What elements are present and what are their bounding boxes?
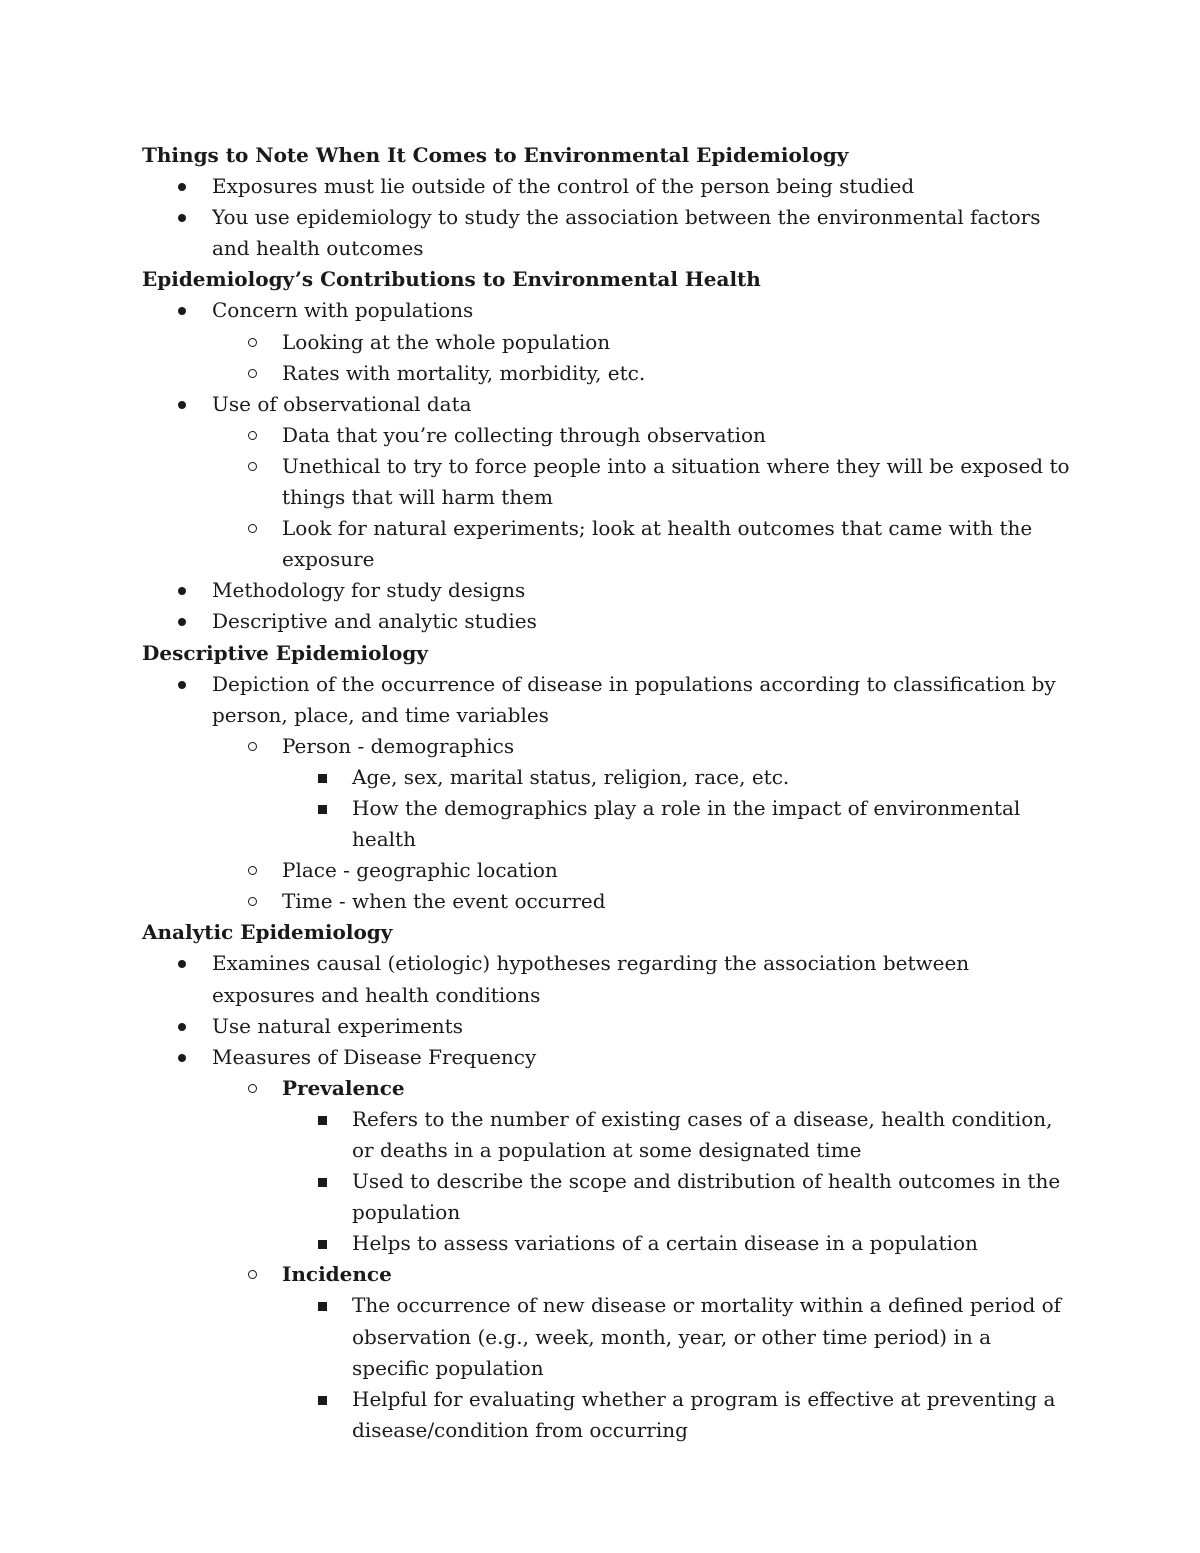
sub-sub-bullet-item: Helps to assess variations of a certain disease in a population — [352, 1231, 978, 1256]
bullet-item: Measures of Disease Frequency — [212, 1044, 537, 1069]
sub-bullet-item: Rates with mortality, morbidity, etc. — [282, 360, 646, 385]
section-heading: Epidemiology’s Contributions to Environmental Health — [142, 267, 761, 292]
section-heading: Analytic Epidemiology — [142, 920, 393, 945]
section-heading: Descriptive Epidemiology — [142, 640, 428, 665]
sub-bullet-item: Unethical to try to force people into a situation where they will be exposed to things that will harm them — [282, 453, 1070, 510]
bullet-item: Descriptive and analytic studies — [212, 609, 537, 634]
sub-sub-bullet-item: How the demographics play a role in the impact of environmental health — [352, 795, 1021, 852]
sub-bullet-item: Data that you’re collecting through observation — [282, 422, 766, 447]
sub-sub-bullet-item: Used to describe the scope and distribution of health outcomes in the population — [352, 1169, 1061, 1225]
sub-bullet-item: Place - geographic location — [282, 858, 558, 883]
sub-bullet-item: Prevalence — [282, 1075, 405, 1100]
bullet-item: Examines causal (etiologic) hypotheses regarding the association between exposures and health conditions — [212, 951, 970, 1007]
bullet-item: Depiction of the occurrence of disease in populations according to classification by person, place, and time variables — [212, 671, 1056, 727]
bullet-item: Methodology for study designs — [212, 578, 526, 603]
document-page — [142, 140, 1072, 1446]
bullet-item: Use of observational data — [212, 391, 472, 416]
sub-bullet-item: Look for natural experiments; look at health outcomes that came with the exposure — [282, 516, 1033, 572]
bullet-item: Concern with populations — [212, 298, 474, 323]
sub-sub-bullet-item: Helpful for evaluating whether a program is effective at preventing a disease/condition from occurring — [352, 1386, 1056, 1442]
sub-bullet-item: Looking at the whole population — [282, 329, 611, 354]
section-heading: Things to Note When It Comes to Environmental Epidemiology — [142, 143, 849, 167]
sub-bullet-item: Person - demographics — [282, 733, 515, 758]
bullet-item: Use natural experiments — [212, 1013, 463, 1038]
sub-sub-bullet-item: Age, sex, marital status, religion, race, etc. — [352, 764, 790, 789]
bullet-item: Exposures must lie outside of the control of the person being studied — [212, 174, 915, 199]
sub-sub-bullet-item: The occurrence of new disease or mortality within a defined period of observation (e.g., week, month, year, or other time period) in a specific population — [352, 1293, 1062, 1380]
bullet-item: You use epidemiology to study the association between the environmental factors and health outcomes — [212, 205, 1041, 261]
sub-sub-bullet-item: Refers to the number of existing cases of a disease, health condition, or deaths in a population at some designated time — [352, 1106, 1053, 1162]
sub-bullet-item: Incidence — [282, 1262, 392, 1287]
sub-bullet-item: Time - when the event occurred — [282, 889, 606, 914]
